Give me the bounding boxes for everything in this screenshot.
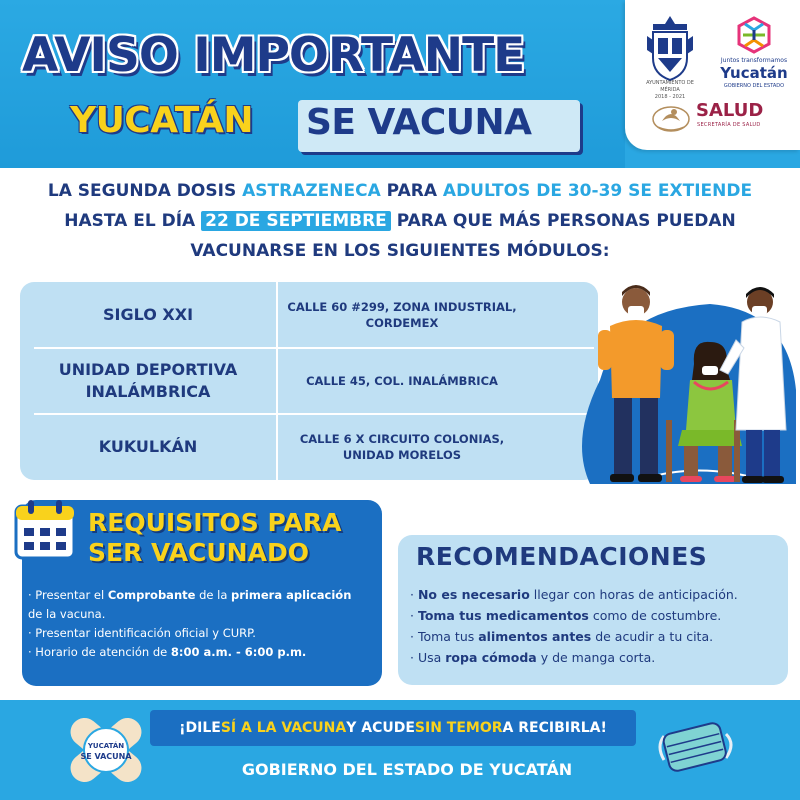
- announcement-p7: PARA QUE MÁS PERSONAS PUEDAN: [390, 211, 736, 231]
- announcement-p1: LA SEGUNDA DOSIS: [47, 181, 243, 201]
- list-item-text: · Usa: [410, 650, 446, 665]
- announcement-line-3: [0, 236, 800, 266]
- government-footer-text: GOBIERNO DEL ESTADO DE YUCATÁN: [241, 760, 573, 779]
- recommendations-title: RECOMENDACIONES: [416, 542, 708, 571]
- module-name: KUKULKÁN: [98, 437, 198, 456]
- announcement-text: [0, 176, 800, 266]
- announcement-p8: VACUNARSE EN LOS SIGUIENTES MÓDULOS:: [190, 241, 610, 261]
- announcement-line-2: [0, 206, 800, 236]
- module-address-line: CALLE 60 #299, ZONA INDUSTRIAL,: [287, 300, 517, 314]
- calendar-icon: [12, 496, 78, 562]
- list-item-bold: 8:00 a.m. - 6:00 p.m.: [170, 645, 307, 659]
- list-item-text: y de manga corta.: [536, 650, 656, 665]
- recommendations-list: [410, 584, 786, 668]
- list-item-bold: primera aplicación: [231, 588, 352, 602]
- deadline-date: 22 DE SEPTIEMBRE: [201, 211, 391, 231]
- face-mask-icon: [650, 706, 740, 788]
- mexico-eagle-icon: [650, 101, 692, 133]
- requirements-title: [88, 508, 341, 568]
- table-row: [20, 414, 598, 480]
- page-title: AVISO IMPORTANTE: [22, 28, 525, 83]
- modules-table: [20, 282, 598, 480]
- list-item: · Presentar identificación oficial y CURP.: [28, 626, 256, 640]
- yucatan-logo-icon: [735, 16, 773, 54]
- subtitle-yucatan: YUCATÁN: [70, 100, 254, 141]
- cta-highlight-text: SÍ A LA VACUNA: [220, 720, 347, 736]
- cta-part: ¡DILE: [179, 720, 221, 736]
- list-item: [410, 647, 786, 668]
- list-item-text: ·: [410, 608, 418, 623]
- list-item-text: · Toma tus: [410, 629, 479, 644]
- yucatan-logo-sub: GOBIERNO DEL ESTADO: [723, 83, 785, 89]
- list-item-text: · Presentar el: [28, 588, 108, 602]
- yucatan-tagline: Juntos transformamos: [720, 57, 788, 64]
- cta-part: Y ACUDE: [346, 720, 415, 736]
- module-name: [20, 348, 276, 414]
- vaccination-illustration: [560, 270, 800, 490]
- module-address: CALLE 45, COL. INALÁMBRICA: [306, 374, 498, 388]
- requirements-title-line2: SER VACUNADO: [88, 538, 309, 567]
- salud-logo-sub: SECRETARÍA DE SALUD: [697, 122, 761, 128]
- table-row: [20, 348, 598, 414]
- list-item: [28, 586, 380, 605]
- age-group: ADULTOS DE 30-39 SE EXTIENDE: [442, 181, 753, 201]
- list-item: [410, 626, 786, 647]
- announcement-p5: HASTA EL DÍA: [64, 211, 202, 231]
- cta-highlight-text: SIN TEMOR: [414, 720, 503, 736]
- list-item-bold: ropa cómoda: [445, 650, 537, 665]
- module-address-line: UNIDAD MORELOS: [342, 448, 462, 462]
- list-item-text: · Horario de atención de: [28, 645, 171, 659]
- yucatan-logo-name: Yucatán: [720, 64, 788, 82]
- table-row: [20, 282, 598, 348]
- vaccine-name: ASTRAZENECA: [242, 181, 381, 201]
- list-item-text: llegar con horas de anticipación.: [529, 587, 738, 602]
- list-item: [410, 584, 786, 605]
- list-item-bold: Toma tus medicamentos: [417, 608, 589, 623]
- list-item-text: como de costumbre.: [588, 608, 722, 623]
- list-item-bold: Comprobante: [107, 588, 196, 602]
- merida-caption: [638, 80, 702, 101]
- list-item-bold: No es necesario: [417, 587, 530, 602]
- salud-logo: SALUD: [696, 100, 764, 121]
- merida-caption-line2: 2018 - 2021: [654, 94, 686, 100]
- list-item-continuation: de la vacuna.: [28, 607, 106, 621]
- list-item: [28, 643, 380, 662]
- badge-line2: SE VACUNA: [80, 752, 132, 761]
- announcement-p3: PARA: [380, 181, 443, 201]
- list-item-text: de la: [195, 588, 232, 602]
- announcement-line-1: [0, 176, 800, 206]
- cta-part: A RECIBIRLA!: [502, 720, 607, 736]
- cta-text: [150, 710, 636, 746]
- list-item-text: ·: [410, 587, 418, 602]
- module-name-line: INALÁMBRICA: [85, 382, 211, 401]
- subtitle-se-vacuna: SE VACUNA: [306, 102, 532, 143]
- module-address-line: CORDEMEX: [365, 316, 439, 330]
- module-name-line: UNIDAD DEPORTIVA: [58, 360, 238, 379]
- list-item-text: de acudir a tu cita.: [591, 629, 714, 644]
- requirements-title-line1: REQUISITOS PARA: [88, 508, 342, 537]
- module-address-line: CALLE 6 X CIRCUITO COLONIAS,: [299, 432, 505, 446]
- merida-coat-of-arms-icon: [645, 14, 695, 84]
- band-aid-badge-icon: [58, 706, 154, 794]
- module-address: [278, 414, 526, 480]
- list-item: [410, 605, 786, 626]
- badge-line1: YUCATÁN: [87, 742, 125, 750]
- requirements-list: [28, 586, 380, 662]
- module-address: [278, 282, 526, 348]
- list-item-bold: alimentos antes: [478, 629, 592, 644]
- merida-caption-line1: AYUNTAMIENTO DE MÉRIDA: [646, 80, 694, 93]
- module-name: SIGLO XXI: [102, 305, 194, 324]
